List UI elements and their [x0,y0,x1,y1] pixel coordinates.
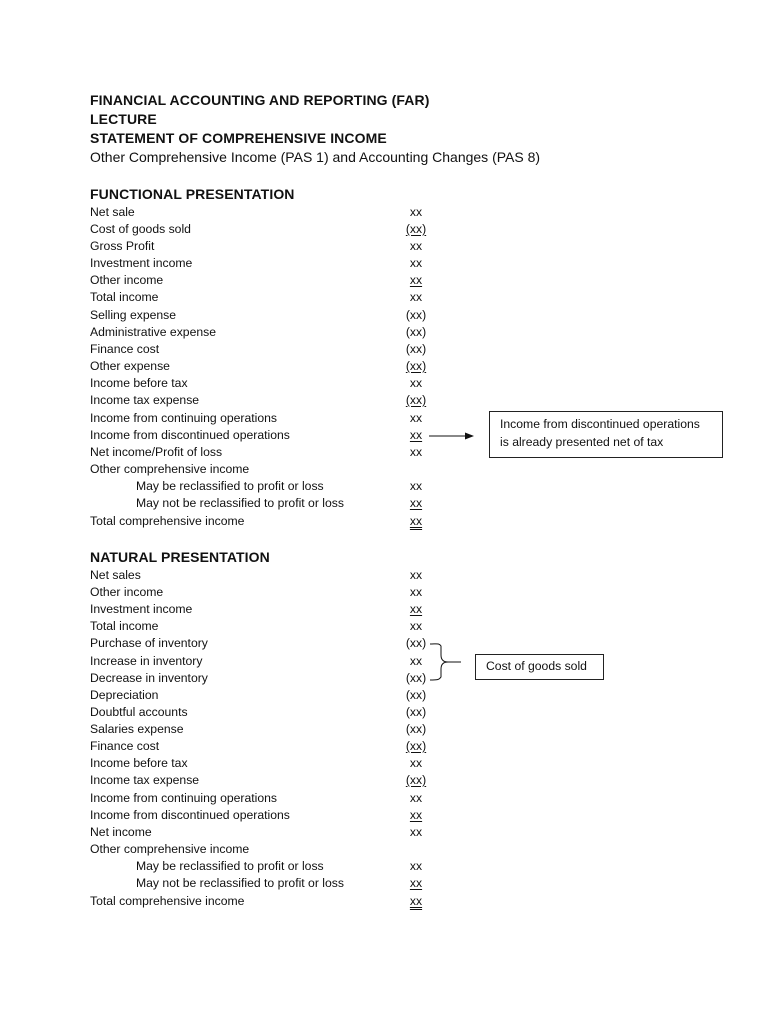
row-value: xx [409,479,423,493]
row-label: Investment income [90,602,193,616]
row-value: xx [409,256,423,270]
row-label: Decrease in inventory [90,671,208,685]
row-label: Increase in inventory [90,654,203,668]
row-label: Gross Profit [90,239,155,253]
brace-icon [430,644,461,680]
row-label: Income from continuing operations [90,791,277,805]
arrow-icon [429,433,474,440]
row-value: (xx) [405,739,427,753]
row-value: xx [409,654,423,668]
row-label: Income before tax [90,376,188,390]
row-label: Total comprehensive income [90,514,245,528]
row-label: Administrative expense [90,325,216,339]
row-label: Income tax expense [90,773,200,787]
row-label: Other income [90,273,164,287]
row-value: xx [409,791,423,805]
row-value: xx [409,376,423,390]
row-value: xx [409,585,423,599]
row-value: (xx) [405,359,427,373]
row-label: Income from discontinued operations [90,428,290,442]
row-value: xx [409,876,423,890]
row-label: Salaries expense [90,722,184,736]
row-value: xx [409,496,423,510]
row-label: May be reclassified to profit or loss [136,859,324,873]
row-value: xx [409,205,423,219]
row-value: xx [409,619,423,633]
row-value: xx [409,756,423,770]
row-label: Cost of goods sold [90,222,191,236]
row-label: May be reclassified to profit or loss [136,479,324,493]
row-value: (xx) [405,773,427,787]
row-label: Net sale [90,205,135,219]
row-label: Total income [90,619,159,633]
row-value: (xx) [405,636,427,650]
cost-of-goods-sold-note: Cost of goods sold [475,654,604,680]
note-line: Income from discontinued operations [500,417,700,431]
row-value: xx [409,239,423,253]
row-label: Other comprehensive income [90,462,250,476]
row-value: (xx) [405,325,427,339]
row-value: xx [409,290,423,304]
row-value: xx [409,273,423,287]
row-value: xx [409,568,423,582]
row-label: Finance cost [90,342,160,356]
row-value: xx [409,411,423,425]
row-label: Other expense [90,359,170,373]
row-label: Selling expense [90,308,177,322]
header-subtitle: Other Comprehensive Income (PAS 1) and Accounting Changes (PAS 8) [90,149,541,165]
row-label: Other comprehensive income [90,842,250,856]
note-line: is already presented net of tax [500,434,664,449]
row-value: (xx) [405,342,427,356]
header-lecture: LECTURE [90,111,157,127]
natural-title: NATURAL PRESENTATION [90,549,270,565]
row-value: xx [409,602,423,616]
row-value: (xx) [405,393,427,407]
row-value: (xx) [405,722,427,736]
row-label: Total comprehensive income [90,894,245,908]
row-label: Purchase of inventory [90,636,208,650]
functional-title: FUNCTIONAL PRESENTATION [90,186,295,202]
row-value: xx [409,859,423,873]
row-value: xx [409,808,423,822]
row-label: May not be reclassified to profit or loss [136,496,344,510]
row-label: Depreciation [90,688,159,702]
row-label: Net income [90,825,152,839]
row-label: Income before tax [90,756,188,770]
row-value: xx [409,894,423,908]
row-label: May not be reclassified to profit or loss [136,876,344,890]
row-label: Income from continuing operations [90,411,277,425]
row-label: Total income [90,290,159,304]
row-label: Investment income [90,256,193,270]
row-value: xx [409,428,423,442]
row-value: xx [409,825,423,839]
row-label: Doubtful accounts [90,705,188,719]
row-value: (xx) [405,671,427,685]
row-label: Finance cost [90,739,160,753]
row-value: xx [409,514,423,528]
row-value: xx [409,445,423,459]
row-label: Income from discontinued operations [90,808,290,822]
row-label: Net sales [90,568,141,582]
row-label: Other income [90,585,164,599]
row-label: Net income/Profit of loss [90,445,223,459]
row-value: (xx) [405,222,427,236]
row-value: (xx) [405,308,427,322]
header-statement: STATEMENT OF COMPREHENSIVE INCOME [90,130,387,146]
header-title: FINANCIAL ACCOUNTING AND REPORTING (FAR) [90,92,430,108]
row-value: (xx) [405,705,427,719]
row-label: Income tax expense [90,393,200,407]
row-value: (xx) [405,688,427,702]
